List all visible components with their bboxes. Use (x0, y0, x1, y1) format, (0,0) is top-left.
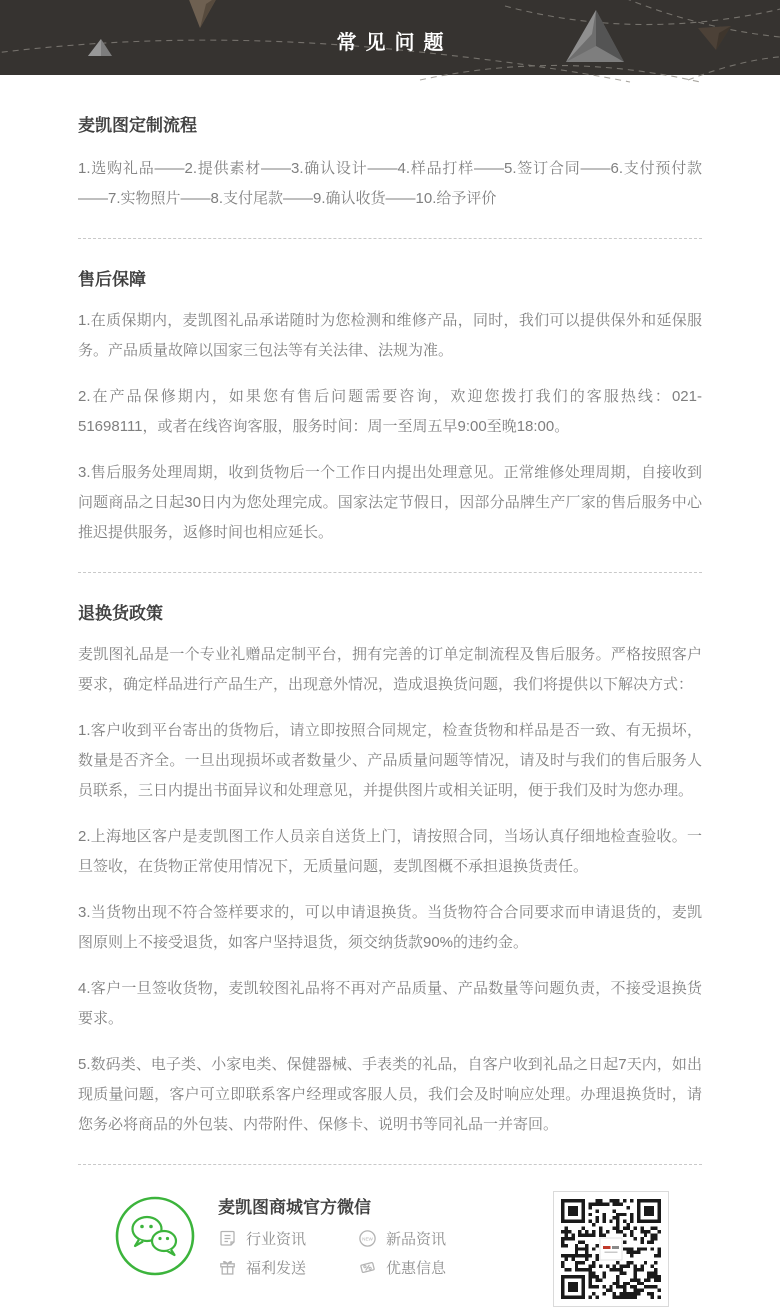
wechat-title: 麦凯图商城官方微信 (218, 1198, 371, 1217)
qr-code (553, 1191, 669, 1307)
section-heading: 售后保障 (78, 270, 146, 289)
process-steps: 1.选购礼品——2.提供素材——3.确认设计——4.样品打样——5.签订合同——6.支付预付款——7.实物照片——8.支付尾款——9.确认收货——10.给予评价 (78, 160, 702, 207)
paragraph: 麦凯图礼品是一个专业礼赠品定制平台，拥有完善的订单定制流程及售后服务。严格按照客户要求，确定样品进行产品生产，出现意外情况，造成退换货问题，我们将提供以下解决方式： (78, 646, 702, 693)
paragraph: 3.当货物出现不符合签样要求的，可以申请退换货。当货物符合合同要求而申请退货的，麦凯图原则上不接受退货，如客户坚持退货，须交纳货款90%的违约金。 (78, 904, 702, 951)
wechat-icon (114, 1195, 196, 1277)
svg-text:NEW: NEW (362, 1236, 373, 1242)
wechat-info (218, 1187, 446, 1278)
paragraph: 2.在产品保修期内，如果您有售后问题需要咨询，欢迎您拨打我们的客服热线：021-51698111，或者在线咨询客服，服务时间：周一至周五早9:00至晚18:00。 (78, 388, 702, 435)
feature-benefits (218, 1257, 358, 1278)
content (0, 75, 780, 1307)
feature-label: 行业资讯 (246, 1231, 307, 1248)
feature-discounts (358, 1257, 446, 1278)
qr-pattern (561, 1199, 661, 1299)
page-header (0, 0, 780, 75)
paragraph: 1.客户收到平台寄出的货物后，请立即按照合同规定，检查货物和样品是否一致、有无损坏，数量是否齐全。一旦出现损坏或者数量少、产品质量问题等情况，请及时与我们的售后服务人员联系，三日内提出书面异议和处理意见，并提供图片或相关证明，便于我们及时为您办理。 (78, 722, 702, 799)
section-return-policy (78, 573, 702, 1140)
new-circle-icon (358, 1229, 377, 1248)
section-heading: 退换货政策 (78, 604, 163, 623)
section-custom-process (78, 75, 702, 214)
news-doc-icon (218, 1229, 237, 1248)
feature-label: 新品资讯 (386, 1231, 447, 1248)
wechat-footer (78, 1165, 702, 1307)
paragraph: 3.售后服务处理周期，收到货物后一个工作日内提出处理意见。正常维修处理周期，自接收到问题商品之日起30日内为您处理完成。国家法定节假日，因部分品牌生产厂家的售后服务中心推迟提供服务，返修时间也相应延长。 (78, 464, 702, 541)
feature-new-products (358, 1228, 446, 1249)
feature-list (218, 1228, 446, 1278)
feature-label: 优惠信息 (386, 1260, 447, 1277)
paragraph: 2.上海地区客户是麦凯图工作人员亲自送货上门，请按照合同，当场认真仔细地检查验收。一旦签收，在货物正常使用情况下，无质量问题，麦凯图概不承担退换货责任。 (78, 828, 702, 875)
paragraph: 4.客户一旦签收货物，麦凯较图礼品将不再对产品质量、产品数量等问题负责，不接受退换货要求。 (78, 980, 702, 1027)
coupon-icon (358, 1258, 377, 1277)
page-title: 常见问题 (336, 32, 453, 54)
feature-industry-news (218, 1228, 358, 1249)
section-after-sales (78, 239, 702, 548)
feature-label: 福利发送 (246, 1260, 307, 1277)
paragraph: 5.数码类、电子类、小家电类、保健器械、手表类的礼品，自客户收到礼品之日起7天内，如出现质量问题，客户可立即联系客户经理或客服人员，我们会及时响应处理。办理退换货时，请您务必将商品的外包装、内带附件、保修卡、说明书等同礼品一并寄回。 (78, 1056, 702, 1133)
gift-icon (218, 1258, 237, 1277)
section-heading: 麦凯图定制流程 (78, 116, 197, 135)
paragraph: 1.在质保期内，麦凯图礼品承诺随时为您检测和维修产品，同时，我们可以提供保外和延保服务。产品质量故障以国家三包法等有关法律、法规为准。 (78, 312, 702, 359)
